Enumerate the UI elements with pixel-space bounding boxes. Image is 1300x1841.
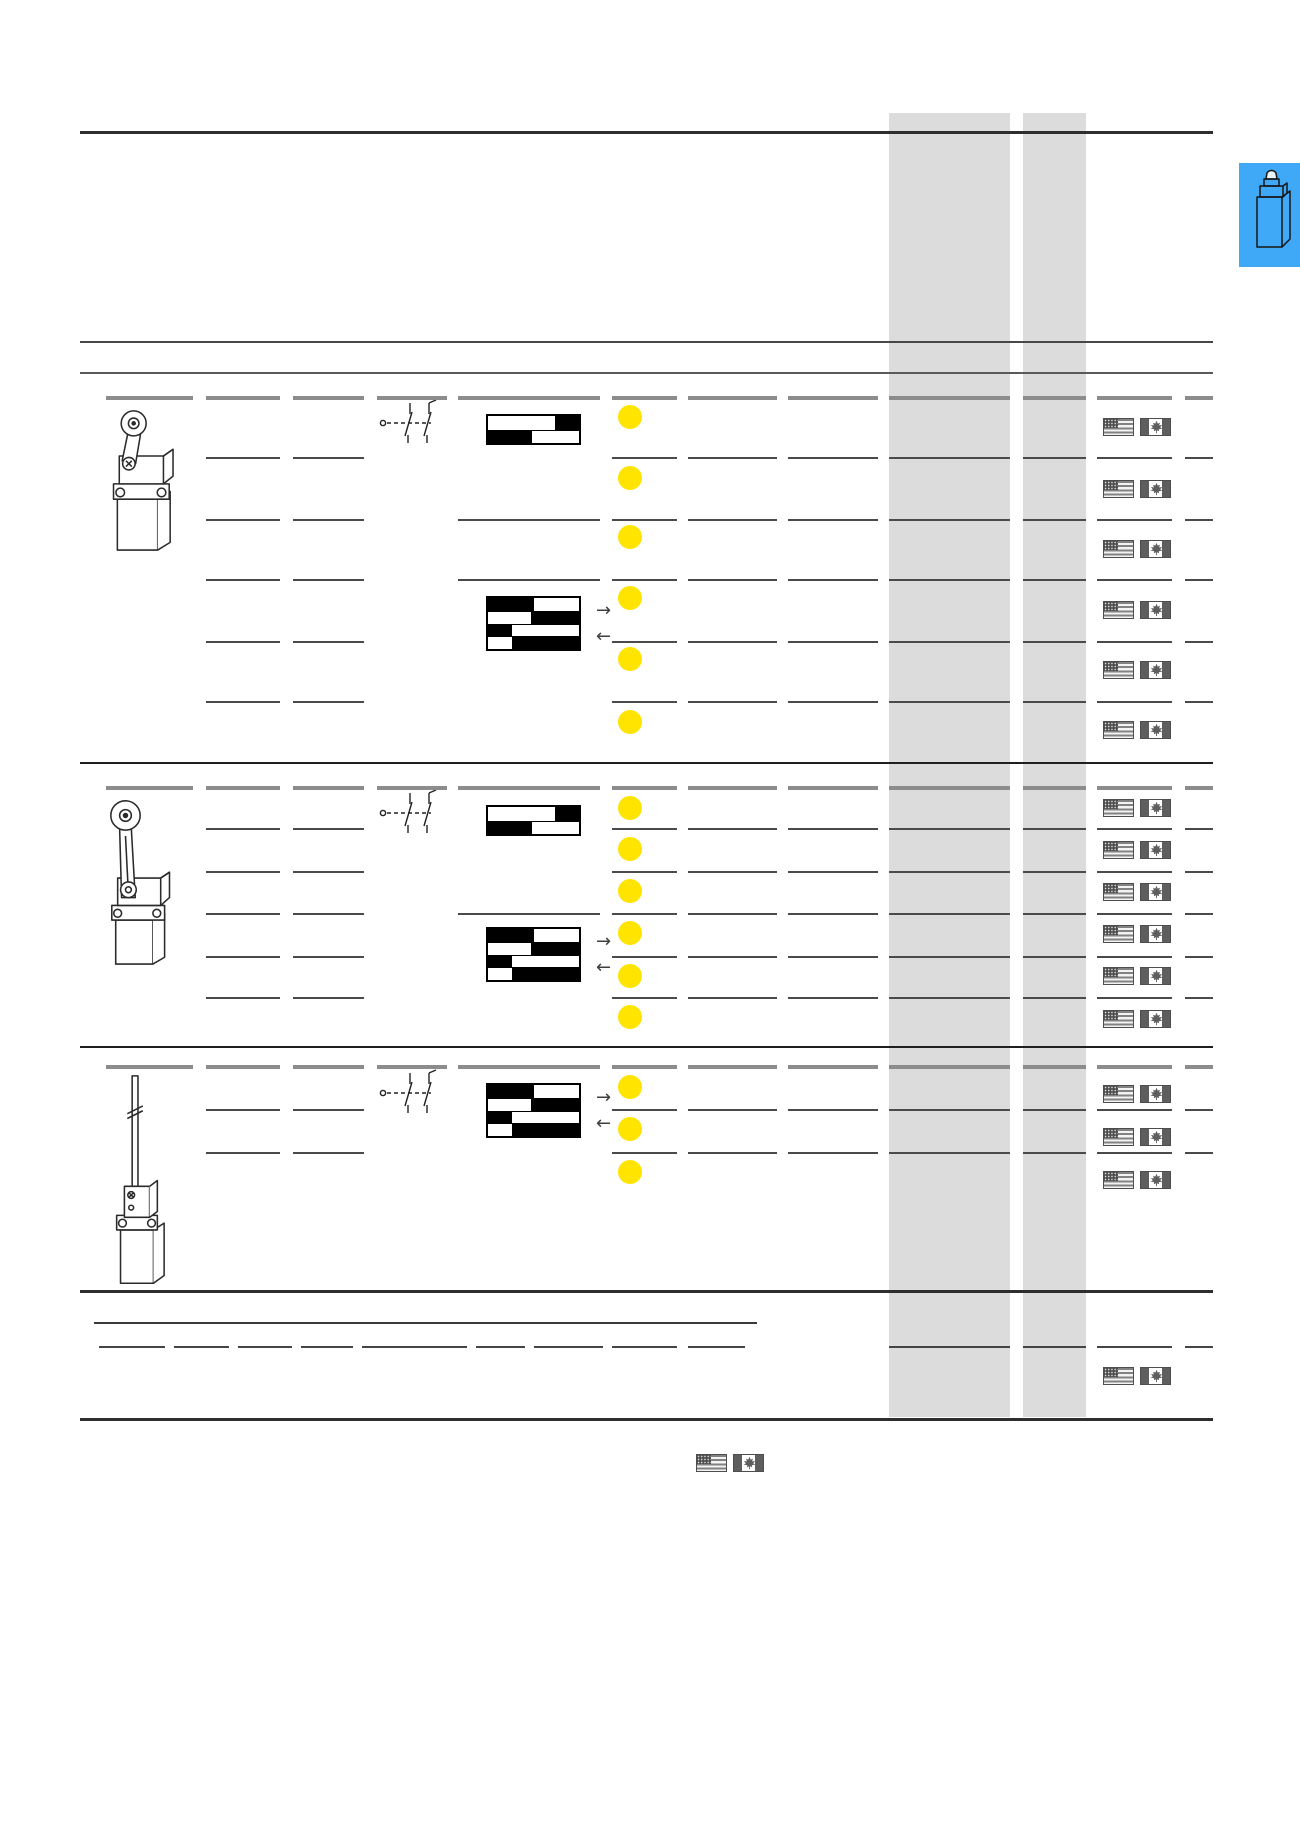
maple-leaf-icon (1149, 663, 1164, 678)
column-header-rule (106, 1065, 193, 1069)
column-header-rule (377, 396, 447, 400)
row-separator (688, 641, 777, 643)
row-separator (889, 997, 1010, 999)
row-separator (1185, 1152, 1213, 1154)
maple-leaf-icon (742, 1456, 757, 1471)
us-flag-icon (1103, 925, 1134, 943)
column-header-rule (788, 396, 878, 400)
row-separator (889, 956, 1010, 958)
order-highlight-dot (618, 1005, 642, 1029)
row-separator (889, 641, 1010, 643)
maple-leaf-icon (1149, 1173, 1164, 1188)
row-separator (688, 997, 777, 999)
canada-flag-icon (1140, 883, 1171, 901)
us-flag-canton (1104, 602, 1118, 611)
row-separator (612, 913, 677, 915)
rod-lever-limit-switch-icon (103, 1072, 171, 1290)
us-flag-canton (1104, 1368, 1118, 1377)
section-divider-2 (80, 1046, 1213, 1048)
order-highlight-dot (618, 647, 642, 671)
canada-flag-icon (1140, 841, 1171, 859)
row-separator (1097, 641, 1172, 643)
canada-flag-band (1141, 800, 1149, 816)
right-arrow-icon: → (596, 931, 612, 952)
canada-flag-band (1141, 662, 1149, 678)
canada-flag-icon (1140, 1171, 1171, 1189)
us-flag-canton (1104, 541, 1118, 550)
row-separator (1185, 1109, 1213, 1111)
maple-leaf-icon (1149, 1130, 1164, 1145)
canada-flag-icon (1140, 480, 1171, 498)
row-separator (788, 956, 878, 958)
row-separator (688, 519, 777, 521)
row-separator (1023, 828, 1086, 830)
row-separator (293, 579, 364, 581)
column-header-rule (788, 1065, 878, 1069)
column-header-rule (458, 1065, 600, 1069)
maple-leaf-icon (1149, 1087, 1164, 1102)
us-flag-canton (1104, 1011, 1118, 1020)
canada-flag-icon (1140, 1010, 1171, 1028)
us-flag-icon (1103, 1128, 1134, 1146)
column-header-rule (688, 396, 777, 400)
shaded-column-band-left (889, 113, 1010, 1417)
us-flag-icon (1103, 418, 1134, 436)
row-separator (688, 871, 777, 873)
us-flag-icon (1103, 1010, 1134, 1028)
accessories-column-rule (534, 1346, 603, 1348)
row-separator (458, 579, 600, 581)
column-header-rule (106, 396, 193, 400)
row-separator (206, 828, 280, 830)
order-highlight-dot (618, 964, 642, 988)
shaded-column-band-right (1023, 113, 1086, 1417)
order-highlight-dot (618, 405, 642, 429)
row-separator (1185, 997, 1213, 999)
column-header-rule (788, 786, 878, 790)
row-separator (1023, 701, 1086, 703)
row-separator (1097, 913, 1172, 915)
header-rule-1 (80, 341, 1213, 343)
maple-leaf-icon (1149, 843, 1164, 858)
row-separator (206, 457, 280, 459)
row-separator (293, 871, 364, 873)
row-separator (293, 997, 364, 999)
circuit-symbol-section-2 (379, 789, 451, 835)
canada-flag-band (1141, 1129, 1149, 1145)
row-separator (688, 956, 777, 958)
row-separator (1185, 701, 1213, 703)
us-flag-icon (1103, 799, 1134, 817)
travel-diagram-4track-section-2 (486, 927, 581, 982)
row-separator (206, 579, 280, 581)
row-separator (1023, 1109, 1086, 1111)
canada-flag-icon (1140, 661, 1171, 679)
row-separator (889, 871, 1010, 873)
column-header-rule (1023, 786, 1086, 790)
left-arrow-icon: ← (596, 626, 612, 647)
row-separator (206, 519, 280, 521)
column-header-rule (1185, 1065, 1213, 1069)
row-separator (1097, 579, 1172, 581)
column-header-rule (612, 396, 677, 400)
row-separator (612, 457, 677, 459)
maple-leaf-icon (1149, 1012, 1164, 1027)
canada-flag-icon (1140, 1367, 1171, 1385)
row-separator (1097, 519, 1172, 521)
row-separator (1185, 871, 1213, 873)
column-header-rule (1097, 786, 1172, 790)
row-separator (788, 701, 878, 703)
accessories-column-rule (688, 1346, 745, 1348)
row-separator (206, 997, 280, 999)
maple-leaf-icon (1149, 927, 1164, 942)
circuit-symbol-section-3 (379, 1069, 451, 1115)
us-flag-icon (1103, 661, 1134, 679)
us-flag-icon (1103, 883, 1134, 901)
canada-flag-band (1141, 541, 1149, 557)
row-separator (293, 701, 364, 703)
row-separator (612, 519, 677, 521)
canada-flag-icon (1140, 1128, 1171, 1146)
maple-leaf-icon (1149, 482, 1164, 497)
accessories-column-rule (476, 1346, 525, 1348)
travel-diagram-2track-section-2 (486, 805, 581, 836)
column-header-rule (293, 1065, 364, 1069)
us-flag-canton (1104, 1129, 1118, 1138)
row-separator (788, 997, 878, 999)
canada-flag-icon (1140, 799, 1171, 817)
column-header-rule (106, 786, 193, 790)
row-separator (1023, 956, 1086, 958)
canada-flag-icon (1140, 540, 1171, 558)
left-arrow-icon: ← (596, 957, 612, 978)
accessories-column-rule (1097, 1346, 1172, 1348)
row-separator (1185, 519, 1213, 521)
us-flag-canton (1104, 662, 1118, 671)
row-separator (612, 701, 677, 703)
order-highlight-dot (618, 466, 642, 490)
maple-leaf-icon (1149, 723, 1164, 738)
row-separator (1097, 956, 1172, 958)
row-separator (293, 519, 364, 521)
row-separator (1185, 956, 1213, 958)
table-bottom-rule (80, 1418, 1213, 1421)
column-header-rule (1185, 396, 1213, 400)
column-header-rule (458, 786, 600, 790)
row-separator (889, 579, 1010, 581)
accessories-column-rule (99, 1346, 165, 1348)
column-header-rule (293, 786, 364, 790)
row-separator (458, 913, 600, 915)
row-separator (688, 457, 777, 459)
row-separator (788, 871, 878, 873)
us-flag-canton (1104, 842, 1118, 851)
row-separator (889, 457, 1010, 459)
canada-flag-band (1141, 884, 1149, 900)
canada-flag-icon (1140, 418, 1171, 436)
row-separator (1023, 913, 1086, 915)
row-separator (1185, 457, 1213, 459)
row-separator (293, 1109, 364, 1111)
canada-flag-band (1141, 926, 1149, 942)
row-separator (612, 956, 677, 958)
row-separator (206, 913, 280, 915)
us-flag-icon (1103, 1367, 1134, 1385)
column-header-rule (458, 396, 600, 400)
canada-flag-band (1141, 419, 1149, 435)
row-separator (293, 641, 364, 643)
travel-diagram-2track-section-1 (486, 414, 581, 445)
accessories-column-rule (1023, 1346, 1086, 1348)
row-separator (1097, 1109, 1172, 1111)
row-separator (788, 828, 878, 830)
column-header-rule (377, 786, 447, 790)
canada-flag-band (1141, 602, 1149, 618)
row-separator (206, 956, 280, 958)
us-flag-icon (696, 1454, 727, 1472)
order-highlight-dot (618, 586, 642, 610)
row-separator (1097, 1152, 1172, 1154)
us-flag-canton (1104, 884, 1118, 893)
accessories-column-rule (889, 1346, 1010, 1348)
column-header-rule (206, 786, 280, 790)
row-separator (788, 457, 878, 459)
column-header-rule (612, 1065, 677, 1069)
us-flag-icon (1103, 480, 1134, 498)
canada-flag-icon (1140, 721, 1171, 739)
row-separator (688, 701, 777, 703)
us-flag-icon (1103, 1085, 1134, 1103)
column-header-rule (1097, 1065, 1172, 1069)
row-separator (612, 579, 677, 581)
row-separator (788, 579, 878, 581)
canada-flag-band (1141, 1368, 1149, 1384)
canada-flag-band (1141, 1172, 1149, 1188)
us-flag-canton (1104, 1086, 1118, 1095)
adjustable-roller-lever-limit-switch-icon (98, 792, 196, 968)
left-arrow-icon: ← (596, 1113, 612, 1134)
order-highlight-dot (618, 879, 642, 903)
order-highlight-dot (618, 837, 642, 861)
row-separator (788, 1152, 878, 1154)
order-highlight-dot (618, 1075, 642, 1099)
order-highlight-dot (618, 525, 642, 549)
row-separator (612, 1109, 677, 1111)
plunger-limit-switch-icon (1239, 163, 1300, 267)
row-separator (1023, 641, 1086, 643)
accessories-column-rule (238, 1346, 292, 1348)
us-flag-icon (1103, 721, 1134, 739)
column-header-rule (1023, 396, 1086, 400)
us-flag-icon (1103, 967, 1134, 985)
column-header-rule (1185, 786, 1213, 790)
row-separator (788, 641, 878, 643)
canada-flag-icon (1140, 601, 1171, 619)
maple-leaf-icon (1149, 969, 1164, 984)
row-separator (688, 1152, 777, 1154)
row-separator (612, 828, 677, 830)
order-highlight-dot (618, 1160, 642, 1184)
canada-flag-icon (1140, 1085, 1171, 1103)
us-flag-canton (1104, 722, 1118, 731)
row-separator (206, 1109, 280, 1111)
row-separator (788, 1109, 878, 1111)
row-separator (206, 1152, 280, 1154)
accessories-subheader-rule (94, 1322, 757, 1324)
order-highlight-dot (618, 921, 642, 945)
column-header-rule (889, 396, 1010, 400)
column-header-rule (889, 786, 1010, 790)
order-highlight-dot (618, 710, 642, 734)
row-separator (1097, 871, 1172, 873)
header-rule-2 (80, 372, 1213, 374)
canada-flag-band (1141, 1011, 1149, 1027)
us-flag-icon (1103, 1171, 1134, 1189)
table-top-rule (80, 131, 1213, 134)
us-flag-icon (1103, 841, 1134, 859)
row-separator (458, 519, 600, 521)
row-separator (1023, 1152, 1086, 1154)
row-separator (293, 1152, 364, 1154)
row-separator (889, 1152, 1010, 1154)
us-flag-canton (1104, 800, 1118, 809)
column-header-rule (688, 1065, 777, 1069)
maple-leaf-icon (1149, 801, 1164, 816)
column-header-rule (377, 1065, 447, 1069)
column-header-rule (206, 396, 280, 400)
row-separator (889, 913, 1010, 915)
row-separator (1185, 913, 1213, 915)
column-header-rule (889, 1065, 1010, 1069)
row-separator (1097, 457, 1172, 459)
roller-lever-limit-switch-icon (102, 402, 198, 558)
row-separator (1185, 828, 1213, 830)
accessories-column-rule (362, 1346, 467, 1348)
row-separator (788, 519, 878, 521)
accessories-column-rule (301, 1346, 353, 1348)
canada-flag-band (734, 1455, 742, 1471)
column-header-rule (688, 786, 777, 790)
row-separator (889, 828, 1010, 830)
accessories-column-rule (174, 1346, 229, 1348)
row-separator (1185, 579, 1213, 581)
row-separator (206, 701, 280, 703)
column-header-rule (612, 786, 677, 790)
travel-diagram-4track-section-1 (486, 596, 581, 651)
column-header-rule (293, 396, 364, 400)
canada-flag-icon (1140, 925, 1171, 943)
row-separator (688, 913, 777, 915)
right-arrow-icon: → (596, 1087, 612, 1108)
maple-leaf-icon (1149, 420, 1164, 435)
row-separator (293, 956, 364, 958)
row-separator (889, 519, 1010, 521)
row-separator (1097, 997, 1172, 999)
section-divider-1 (80, 762, 1213, 764)
us-flag-icon (1103, 601, 1134, 619)
row-separator (1023, 519, 1086, 521)
row-separator (612, 1152, 677, 1154)
row-separator (293, 913, 364, 915)
canada-flag-band (1141, 968, 1149, 984)
maple-leaf-icon (1149, 542, 1164, 557)
circuit-symbol-section-1 (379, 399, 451, 445)
section-divider-3 (80, 1290, 1213, 1293)
us-flag-canton (1104, 1172, 1118, 1181)
row-separator (206, 641, 280, 643)
accessories-column-rule (1185, 1346, 1213, 1348)
travel-diagram-4track-section-3 (486, 1083, 581, 1138)
canada-flag-icon (733, 1454, 764, 1472)
row-separator (612, 641, 677, 643)
canada-flag-band (1141, 722, 1149, 738)
canada-flag-band (1141, 842, 1149, 858)
maple-leaf-icon (1149, 1369, 1164, 1384)
column-header-rule (206, 1065, 280, 1069)
accessories-column-rule (612, 1346, 677, 1348)
row-separator (612, 871, 677, 873)
row-separator (206, 871, 280, 873)
us-flag-canton (1104, 419, 1118, 428)
row-separator (1097, 828, 1172, 830)
row-separator (1097, 701, 1172, 703)
column-header-rule (1097, 396, 1172, 400)
row-separator (293, 828, 364, 830)
us-flag-canton (1104, 926, 1118, 935)
maple-leaf-icon (1149, 603, 1164, 618)
row-separator (1023, 457, 1086, 459)
column-header-rule (1023, 1065, 1086, 1069)
row-separator (688, 579, 777, 581)
canada-flag-icon (1140, 967, 1171, 985)
order-highlight-dot (618, 796, 642, 820)
us-flag-icon (1103, 540, 1134, 558)
row-separator (889, 1109, 1010, 1111)
order-highlight-dot (618, 1117, 642, 1141)
us-flag-canton (1104, 481, 1118, 490)
row-separator (1023, 579, 1086, 581)
row-separator (293, 457, 364, 459)
maple-leaf-icon (1149, 885, 1164, 900)
us-flag-canton (1104, 968, 1118, 977)
chapter-corner-tab (1239, 163, 1300, 267)
canada-flag-band (1141, 481, 1149, 497)
canada-flag-band (1141, 1086, 1149, 1102)
row-separator (788, 913, 878, 915)
row-separator (1023, 997, 1086, 999)
right-arrow-icon: → (596, 600, 612, 621)
row-separator (688, 828, 777, 830)
row-separator (612, 997, 677, 999)
row-separator (1023, 871, 1086, 873)
us-flag-canton (697, 1455, 711, 1464)
row-separator (889, 701, 1010, 703)
row-separator (688, 1109, 777, 1111)
row-separator (1185, 641, 1213, 643)
